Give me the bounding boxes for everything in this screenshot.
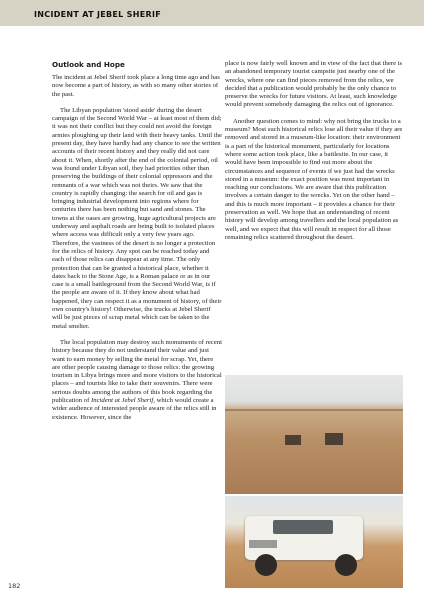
truck-window <box>273 520 333 534</box>
paragraph <box>52 339 222 422</box>
truck-grille <box>249 540 277 548</box>
header-bar <box>0 0 424 26</box>
desert-wrecks-photo <box>225 375 403 494</box>
page-number: 182 <box>8 582 21 590</box>
wreck <box>285 435 301 445</box>
section-heading: Outlook and Hope <box>52 60 125 69</box>
horizon-line <box>225 409 403 411</box>
paragraph-text: , which would create a wider audience of interested people aware of the relics still in existence. However, since the <box>52 396 217 421</box>
paragraph: Another question comes to mind: why not bring the trucks to a museum? Most such historical relics lose all their value if they are removed and stored in a museum-like location: their environment is a part of the historical monument, particularly for locations where some action took place, like a battlesite. In our case, it would have been impossible to find out more about the circumstances and sequence of events if we just had the wrecks stored in a museum: the exact position was most important in reaching our conclusions. We are aware that this publication involves a certain danger to the wrecks. Yet on the other hand – and this is much more important – it provides a chance for their preservation as well. We hope that an understanding of recent history will develop among travellers and the local population as well, and we expect that this will result in respect for all those remaining relics scattered throughout the desert. <box>225 117 403 241</box>
book-title: Incident at Jebel Sherif <box>91 396 154 404</box>
right-column <box>225 60 403 250</box>
paragraph: The Libyan population 'stood aside' during the desert campaign of the Second World War – at least most of them did; it was not their conflict but they could not avoid the foreign armies ploughing up their land with their heavy tanks. Until the present day, they have hardly had any chance to see the written accounts of their recent history and they really did not care about it. When, shortly after the end of the colonial period, oil was found under Libyan soil, they had priorities other than preserving the buildings of their colonial oppressors and the remnants of a war which was not theirs. We saw that the country is rapidly changing: the search for oil and gas is bringing industrial development into regions where for centuries there has been nothing but sand and stones. The towns at the oases are growing, huge agricultural projects are underway and asphalt roads are being built to isolated places where access was difficult only a very few years ago. Therefore, the vastness of the desert is no longer a protection for the relics of history. Any spot can be reached today and each of those relics can disappear at any time. The only protection that can be granted a historical place, whether it dates back to the Stone Age, is a Roman palace or as in our case is a small battleground from the Second World War, is if the people are aware of it. If they know about what had happened, they can respect it as a monument of history, of their own country's history! Otherwise, the trucks at Jebel Sherif will be just pieces of scrap metal which can be taken to the metal smelter. <box>52 106 222 330</box>
wreck <box>325 433 343 445</box>
left-column <box>52 74 222 430</box>
truck-in-sand-photo <box>225 496 403 588</box>
truck-wheel <box>335 554 357 576</box>
running-header-title: INCIDENT AT JEBEL SHERIF <box>34 10 161 19</box>
paragraph: The incident at Jebel Sherif took place a long time ago and has now become a part of history, as with so many other stories of the past. <box>52 74 220 98</box>
paragraph-text: The local population may destroy such monuments of recent history because they do not understand their value and just want to earn money by selling the metal for scrap. Yet, there are other people causing damage to those relics: the growing tourism in Libya brings more and more visitors to the historical places – and tourists like to take their souvenirs. There were serious doubts among the authors of this book regarding the publication of <box>52 338 222 404</box>
truck-wheel <box>255 554 277 576</box>
paragraph: place is now fairly well known and in view of the fact that there is an abandoned temporary tourist campsite just nearby one of the wrecks, where one can find pieces removed from the relics, we decided that a publication would probably be the only chance to preserve the wrecks for future visitors. At least, such knowledge would prevent somebody damaging the relics out of ignorance. <box>225 60 403 109</box>
